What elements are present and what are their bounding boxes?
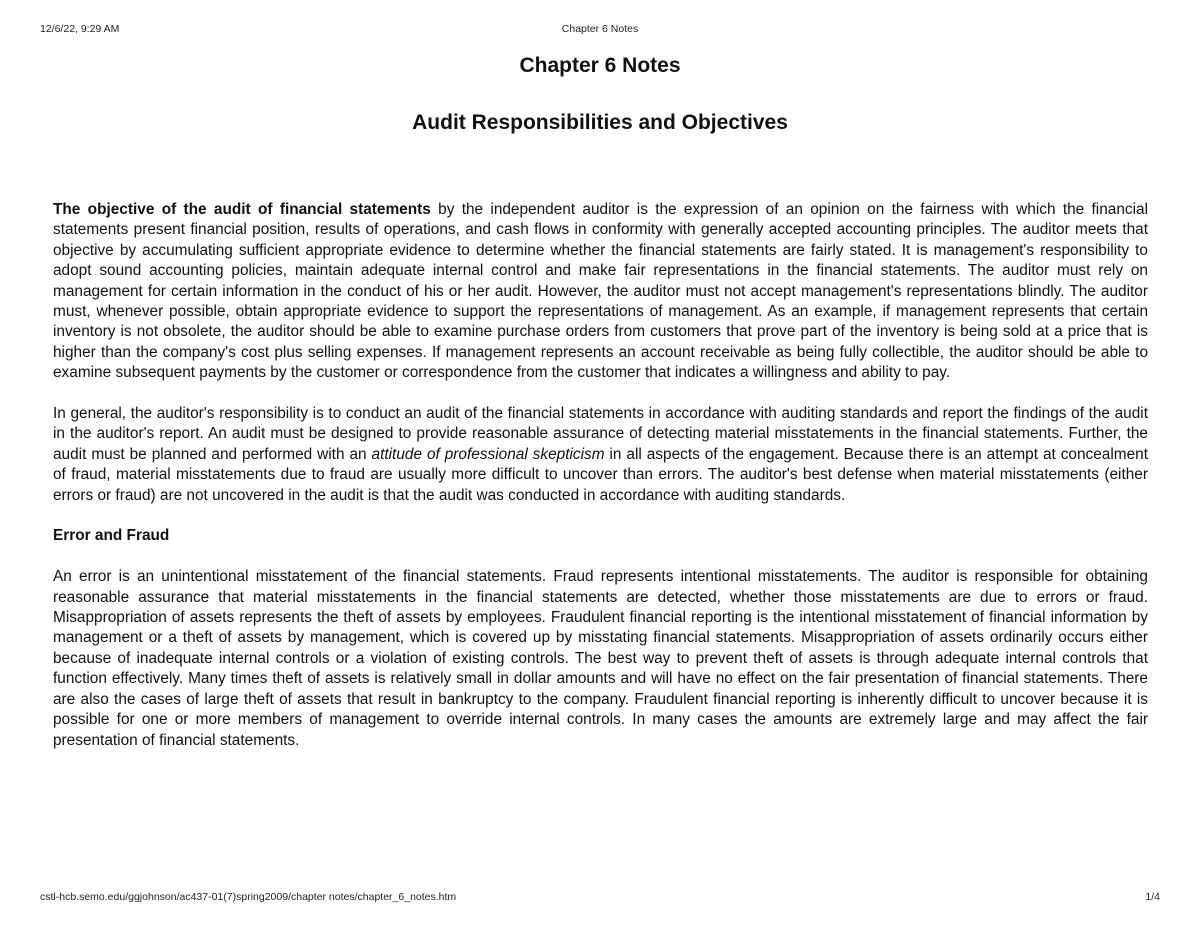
paragraph-text-after: in all aspects of the engagement. Because there is an attempt at concealment of fraud, material misstatements due to fraud are usually more difficult to uncover than errors. The auditor's best defense when material misstatements (either errors or fraud) are not uncovered in the audit is that the audit was conducted in accordance with auditing standards. [53,445,1148,504]
document-title: Chapter 6 Notes [519,54,681,77]
section-heading-error-fraud: Error and Fraud [53,527,170,545]
paragraph-auditor-responsibility [53,404,1148,506]
paragraph-lead-bold: The objective of the audit of financial statements [53,201,431,218]
paragraph-text: by the independent auditor is the expression of an opinion on the fairness with which the financial statements present financial position, results of operations, and cash flows in conformity with generally accepted accounting principles. The auditor meets that objective by accumulating sufficient appropriate evidence to determine whether the financial statements are fairly stated. It is management's responsibility to adopt sound accounting policies, maintain adequate internal control and make fair representations in the financial statements. The auditor must rely on management for certain information in the conduct of his or her audit. However, the auditor must not accept management's representations blindly. The auditor must, whenever possible, obtain appropriate evidence to support the representations of management. As an example, if management represents that certain inventory is not obsolete, the auditor should be able to examine purchase orders from customers that prove part of the inventory is being sold at a price that is higher than the company's cost plus selling expenses. If management represents an account receivable as being fully collectible, the auditor should be able to examine subsequent payments by the customer or correspondence from the customer that indicates a willingness and ability to pay. [53,201,1148,382]
document-subtitle: Audit Responsibilities and Objectives [412,111,788,134]
page-indicator: 1/4 [1145,891,1160,903]
print-header [40,23,1160,37]
paragraph-error-fraud: An error is an unintentional misstatement of the financial statements. Fraud represents intentional misstatements. The auditor is responsible for obtaining reasonable assurance that material misstatements in the financial statements are detected, whether those misstatements are due to errors or fraud. Misappropriation of assets represents the theft of assets by employees. Fraudulent financial reporting is the intentional misstatement of financial information by management or a theft of assets by management, which is covered up by misstating financial statements. Misappropriation of assets ordinarily occurs either because of inadequate internal controls or a violation of existing controls. The best way to prevent theft of assets is through adequate internal controls that function effectively. Many times theft of assets is relatively small in dollar amounts and will have no effect on the fair presentation of financial statements. There are also the cases of large theft of assets that result in bankruptcy to the company. Fraudulent financial reporting is inherently difficult to uncover because it is possible for one or more members of management to override internal controls. In many cases the amounts are extremely large and may affect the fair presentation of financial statements. [53,568,1148,749]
print-footer [40,891,1160,905]
print-datetime: 12/6/22, 9:29 AM [40,23,120,35]
print-url: cstl-hcb.semo.edu/ggjohnson/ac437-01(7)spring2009/chapter notes/chapter_6_notes.htm [40,891,457,903]
paragraph-emphasis: attitude of professional skepticism [371,445,605,463]
paragraph-text-before: In general, the auditor's responsibility is to conduct an audit of the financial statements in accordance with auditing standards and report the findings of the audit in the auditor's report. An audit must be designed to provide reasonable assurance of detecting material misstatements in the financial statements. Further, the audit must be planned and performed with an [53,405,1148,463]
document-body [53,200,1148,771]
paragraph-audit-objective [53,200,1148,384]
print-page-title: Chapter 6 Notes [561,23,639,35]
